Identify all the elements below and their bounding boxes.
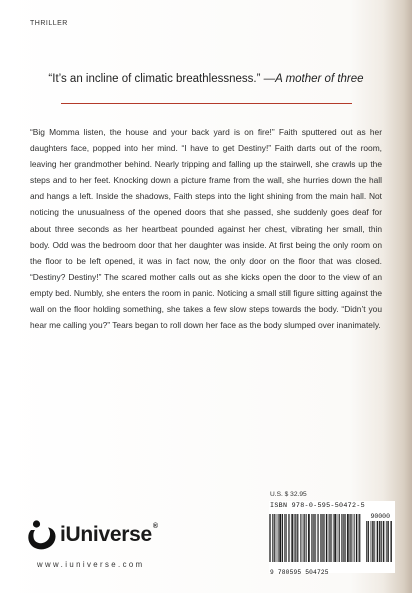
- barcode-bar: [285, 514, 286, 562]
- barcode-bar: [304, 514, 305, 562]
- publisher-name: iUniverse®: [60, 523, 158, 546]
- barcode-bar: [354, 514, 355, 562]
- barcode-bar: [341, 514, 342, 562]
- barcode-bar: [269, 514, 270, 562]
- barcode-image: [269, 512, 393, 564]
- quote-attribution: —A mother of three: [263, 73, 364, 85]
- barcode-bar: [327, 514, 328, 562]
- barcode-bar: [308, 514, 309, 562]
- barcode-bar: [286, 514, 287, 562]
- barcode-addon-bar: [380, 521, 381, 562]
- barcode-block: [269, 501, 395, 576]
- barcode-bar: [320, 514, 321, 562]
- barcode-bar: [309, 514, 310, 562]
- barcode-bar: [311, 514, 312, 562]
- barcode-bar: [351, 514, 352, 562]
- barcode-digits: 9 780595 504725: [270, 569, 329, 576]
- genre-label: THRILLER: [30, 20, 68, 27]
- barcode-addon-bar: [373, 521, 374, 562]
- barcode-bar: [337, 514, 338, 562]
- barcode-bar: [353, 514, 354, 562]
- barcode-bar: [272, 514, 273, 562]
- pull-quote: [0, 73, 412, 85]
- barcode-addon-bar: [387, 521, 388, 562]
- barcode-bar: [273, 514, 274, 562]
- barcode-bar: [358, 514, 359, 562]
- barcode-bar: [313, 514, 314, 562]
- barcode-addon-bar: [386, 521, 387, 562]
- barcode-bar: [345, 514, 346, 562]
- barcode-addon-bar: [372, 521, 373, 562]
- barcode-bar: [357, 514, 358, 562]
- barcode-bar: [306, 514, 307, 562]
- barcode-bar: [321, 514, 322, 562]
- barcode-bar: [278, 514, 279, 562]
- barcode-addon-bar: [379, 521, 380, 562]
- barcode-bar: [348, 514, 349, 562]
- barcode-bar: [350, 514, 351, 562]
- iuniverse-swirl-icon: [27, 519, 57, 551]
- barcode-bar: [279, 514, 280, 562]
- barcode-bar: [270, 514, 271, 562]
- barcode-bar: [289, 514, 290, 562]
- barcode-bar: [347, 514, 348, 562]
- quote-divider: [61, 103, 352, 104]
- barcode-bar: [350, 514, 351, 562]
- barcode-bar: [324, 514, 325, 562]
- barcode-bar: [330, 514, 331, 562]
- barcode-bar: [302, 514, 303, 562]
- publisher-website: www.iuniverse.com: [37, 560, 145, 569]
- barcode-bar: [329, 514, 330, 562]
- barcode-bar: [300, 514, 301, 562]
- barcode-bar: [291, 514, 292, 562]
- barcode-bar: [314, 514, 315, 562]
- barcode-bar: [317, 514, 318, 562]
- barcode-bar: [296, 514, 297, 562]
- barcode-addon-bar: [390, 521, 391, 562]
- barcode-bar: [309, 514, 310, 562]
- barcode-addon-bar: [377, 521, 378, 562]
- publisher-logo: [27, 519, 158, 551]
- barcode-bar: [342, 514, 343, 562]
- barcode-bar: [343, 514, 344, 562]
- barcode-bar: [298, 514, 299, 562]
- barcode-bar: [360, 514, 361, 562]
- barcode-bar: [359, 514, 360, 562]
- barcode-bar: [295, 514, 296, 562]
- barcode-bar: [282, 514, 283, 562]
- barcode-bar: [328, 514, 329, 562]
- barcode-bar: [348, 514, 349, 562]
- barcode-bar: [280, 514, 281, 562]
- barcode-bar: [293, 514, 294, 562]
- barcode-bar: [326, 514, 327, 562]
- quote-text: “It’s an incline of climatic breathlessness.”: [48, 73, 261, 85]
- barcode-bar: [344, 514, 345, 562]
- barcode-bar: [282, 514, 283, 562]
- barcode-bar: [318, 514, 319, 562]
- barcode-addon-bar: [384, 521, 385, 562]
- barcode-bar: [284, 514, 285, 562]
- barcode-addon-bar: [368, 521, 369, 562]
- barcode-bar: [334, 514, 335, 562]
- barcode-addon-bar: [368, 521, 369, 562]
- barcode-addon-bar: [366, 521, 367, 562]
- barcode-bar: [339, 514, 340, 562]
- barcode-bar: [297, 514, 298, 562]
- barcode-bar: [305, 514, 306, 562]
- barcode-addon: 90000: [370, 513, 390, 520]
- barcode-addon-bar: [381, 521, 382, 562]
- barcode-bar: [335, 514, 336, 562]
- barcode-bar: [275, 514, 276, 562]
- barcode-bar: [292, 514, 293, 562]
- price-label: U.S. $ 32.95: [270, 491, 307, 498]
- barcode-bar: [335, 514, 336, 562]
- barcode-bar: [356, 514, 357, 562]
- barcode-bar: [331, 514, 332, 562]
- blurb-text: “Big Momma listen, the house and your back yard is on fire!” Faith sputtered out as her daughters face, popped into her mind. “I have to get Destiny!” Faith darts out of the room, leaving her grandmother behind. Nearly tripping and falling up the stairwell, she crawls up the steps and to her feet. Knocking down a picture frame from the wall, she hurries down the hall and hangs a left. Inside the shadows, Faith steps into the light shining from the main hall. Not noticing the unusualness of the opened doors that she passed, she suddenly goes deaf for about three seconds as her heartbeat pounded against her chest, vibrating her small, thin body. Odd was the bedroom door that her daughter was inside. At first being the only room on the floor to be left opened, it was in fact now, the only door on the floor that was closed. “Destiny? Destiny!” The scared mother calls out as she kicks open the door to the view of an empty bed. Numbly, she enters the room in panic. Noticing a small still figure sitting against the wall on the floor holding something, she takes a few slow steps towards the body. “Didn’t you hear me calling you?” Tears began to roll down her face as the body slumped over inanimately.: [30, 127, 382, 331]
- barcode-addon-bar: [371, 521, 372, 562]
- barcode-bar: [333, 514, 334, 562]
- barcode-addon-bar: [391, 521, 392, 562]
- barcode-bar: [322, 514, 323, 562]
- barcode-bar: [323, 514, 324, 562]
- barcode-addon-bar: [383, 521, 384, 562]
- barcode-addon-bar: [377, 521, 378, 562]
- barcode-bar: [281, 514, 282, 562]
- barcode-bar: [274, 514, 275, 562]
- isbn-text: ISBN 978-0-595-50472-5: [270, 502, 365, 510]
- barcode-bar: [312, 514, 313, 562]
- barcode-bar: [303, 514, 304, 562]
- registered-mark: ®: [152, 523, 158, 530]
- barcode-bar: [277, 514, 278, 562]
- barcode-bar: [294, 514, 295, 562]
- barcode-addon-bar: [374, 521, 375, 562]
- barcode-bar: [288, 514, 289, 562]
- barcode-bar: [339, 514, 340, 562]
- barcode-addon-bar: [388, 521, 389, 562]
- barcode-bar: [315, 514, 316, 562]
